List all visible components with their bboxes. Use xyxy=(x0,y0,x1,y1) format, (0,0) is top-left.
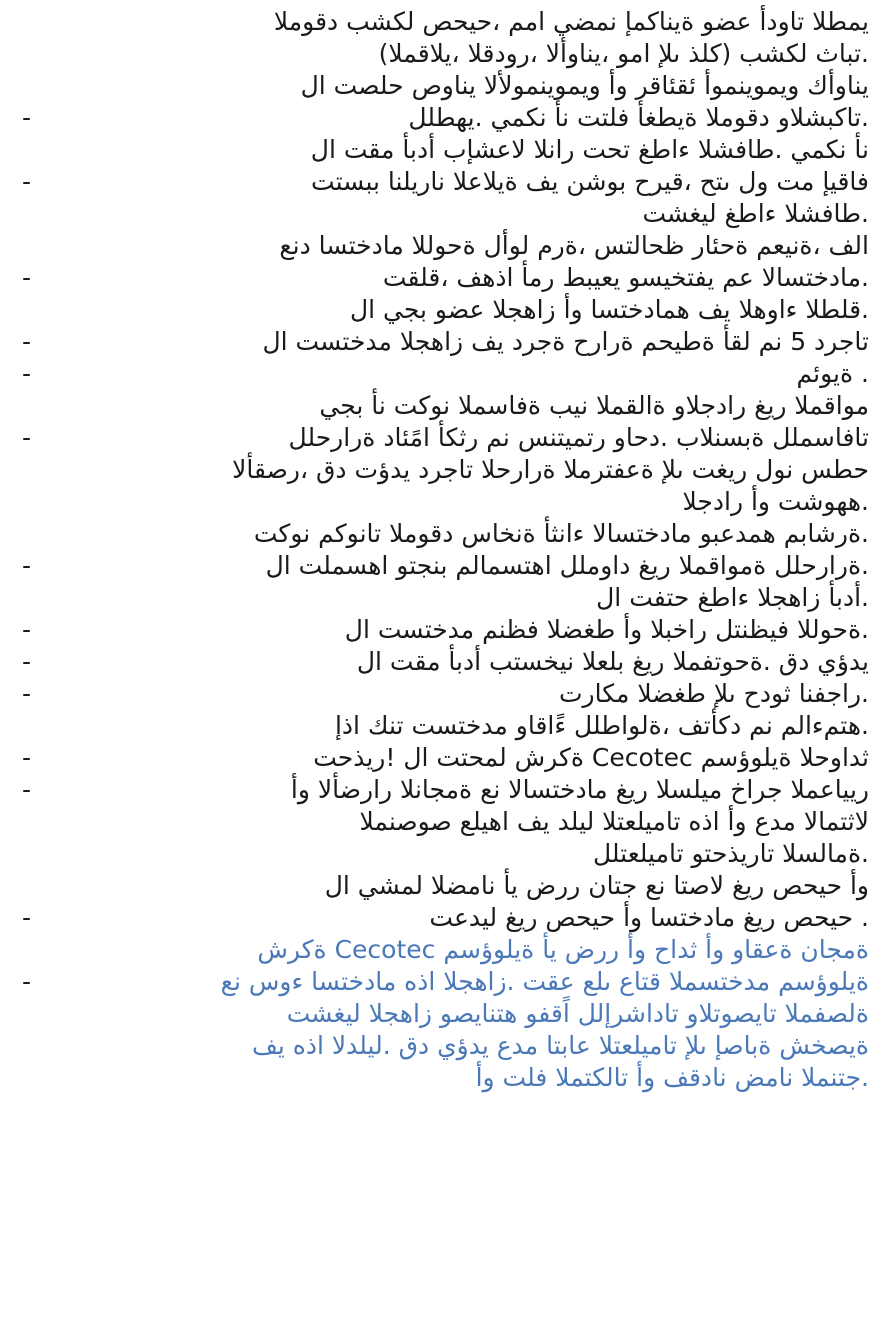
line-text: .جتنملا نامض نادقف وأ تالكتملا فلت وأ xyxy=(475,1063,869,1092)
text-line xyxy=(22,966,869,998)
list-dash: - xyxy=(22,103,32,132)
text-line xyxy=(22,774,869,806)
text-line xyxy=(22,838,869,870)
text-line xyxy=(22,358,869,390)
text-line xyxy=(22,1062,869,1094)
text-line xyxy=(22,902,869,934)
list-dash: - xyxy=(22,679,32,708)
list-dash: - xyxy=(22,551,32,580)
line-text: .مادختسالا عم يفتخيسو يعيبط رمأ اذهف ،قلقت xyxy=(382,263,869,292)
text-line xyxy=(22,454,869,486)
line-text: ةيصخش ةباصإ ىلإ تاميلعتلا عابتا مدع يدؤي دق .ليلدلا اذه يف xyxy=(251,1031,869,1060)
list-dash: - xyxy=(22,327,32,356)
line-text: ريياعملا جراخ ميلسلا ريغ مادختسالا نع ةمجانلا رارضألا وأ xyxy=(290,775,869,804)
line-text: .قلطلا ءاوهلا يف همادختسا وأ زاهجلا عضو بجي ال xyxy=(349,295,869,324)
line-text: وأ حيحص ريغ لاصتا نع جتان ررض يأ نامضلا لمشي ال xyxy=(324,871,869,900)
line-text: .ههوشت وأ رادجلا xyxy=(682,487,869,516)
list-dash: - xyxy=(22,903,32,932)
line-text: .ةمالسلا تاريذحتو تاميلعتلل xyxy=(592,839,869,868)
line-text: مواقملا ريغ رادجلاو ةالقملا نيب ةفاسملا نوكت نأ بجي xyxy=(319,391,869,420)
line-text: .تاكبشلاو دقوملا ةيطغأ فلتت نأ نكمي .يهطلل xyxy=(408,103,869,132)
line-text: تافاسملل ةبسنلاب .دحاو رتميتنس نم رثكأ امًئاد ةرارحلل xyxy=(288,423,869,452)
line-text: يمطلا تاودأ عضو ةيناكمإ نمضي امم ،حيحص لكشب دقوملا xyxy=(273,7,869,36)
line-text: .هتمءالم نم دكأتف ،ةلواطلل ءًاقاو مدختست تنك اذإ xyxy=(334,711,869,740)
line-text: ةمجان ةعقاو وأ ثداح وأ ررض يأ ةيلوؤسم Cecotec ةكرش xyxy=(257,935,869,964)
line-text: ةلصفملا تايصوتلاو تاداشرإلل اًقفو هتنايصو زاهجلا ليغشت xyxy=(286,999,869,1028)
text-line xyxy=(22,262,869,294)
line-text: . حيحص ريغ مادختسا وأ حيحص ريغ ليدعت xyxy=(429,903,869,932)
line-text: . ةيوئم xyxy=(796,359,869,388)
text-line xyxy=(22,102,869,134)
list-dash: - xyxy=(22,967,32,996)
list-dash: - xyxy=(22,743,32,772)
text-line xyxy=(22,198,869,230)
line-text: يدؤي دق .ةحوتفملا ريغ بلعلا نيخستب أدبأ مقت ال xyxy=(356,647,869,676)
text-line xyxy=(22,486,869,518)
line-text: .ةرارحلل ةمواقملا ريغ داوملل اهتسمالم بنجتو اهسملت ال xyxy=(265,551,869,580)
line-text: .أدبأ زاهجلا ءاطغ حتفت ال xyxy=(596,583,869,612)
line-text: يناوأك ويموينموأ ئقئاقر وأ ويموينمولألا يناوص حلصت ال xyxy=(300,71,869,100)
line-text: .طافشلا ءاطغ ليغشت xyxy=(642,199,869,228)
line-text: لاثتمالا مدع وأ اذه تاميلعتلا ليلد يف اهيلع صوصنملا xyxy=(359,807,869,836)
line-text: فاقيإ مت ول ىتح ،قيرح بوشن يف ةيلاعلا ناريلنا ببستت xyxy=(311,167,869,196)
text-line xyxy=(22,998,869,1030)
line-text: .ةرشابم همدعبو مادختسالا ءانثأ ةنخاس دقوملا تانوكم نوكت xyxy=(253,519,869,548)
line-text: نأ نكمي .طافشلا ءاطغ تحت رانلا لاعشإب أدبأ مقت ال xyxy=(310,135,869,164)
line-text: .ةحوللا فيظنتل راخبلا وأ طغضلا فظنم مدختست ال xyxy=(344,615,869,644)
list-dash: - xyxy=(22,263,32,292)
text-line xyxy=(22,550,869,582)
text-line xyxy=(22,806,869,838)
text-line xyxy=(22,166,869,198)
list-dash: - xyxy=(22,775,32,804)
list-dash: - xyxy=(22,167,32,196)
text-line xyxy=(22,422,869,454)
list-dash: - xyxy=(22,423,32,452)
text-line xyxy=(22,38,869,70)
list-dash: - xyxy=(22,359,32,388)
list-dash: - xyxy=(22,647,32,676)
line-text: ثداوحلا ةيلوؤسم Cecotec ةكرش لمحتت ال !ريذحت xyxy=(313,743,869,772)
line-text: الف ،ةنيعم ةحئار ظحالتس ،ةرم لوأل ةحوللا مادختسا دنع xyxy=(279,231,869,260)
list-dash: - xyxy=(22,615,32,644)
line-text: ةيلوؤسم مدختسملا قتاع ىلع عقت .زاهجلا اذه مادختسا ءوس نع xyxy=(220,967,869,996)
line-text: حطس نول ريغت ىلإ ةعفترملا ةرارحلا تاجرد يدؤت دق ،رصقألا xyxy=(232,455,869,484)
text-line xyxy=(22,678,869,710)
line-text: .تباث لكشب (كلذ ىلإ امو ،يناوألا ،رودقلا ،يلاقملا) xyxy=(378,39,869,68)
text-line xyxy=(22,6,869,38)
line-text: تاجرد 5 نم لقأ ةطيحم ةرارح ةجرد يف زاهجلا مدختست ال xyxy=(262,327,869,356)
line-text: .راجفنا ثودح ىلإ طغضلا مكارت xyxy=(558,679,869,708)
text-line xyxy=(22,1030,869,1062)
